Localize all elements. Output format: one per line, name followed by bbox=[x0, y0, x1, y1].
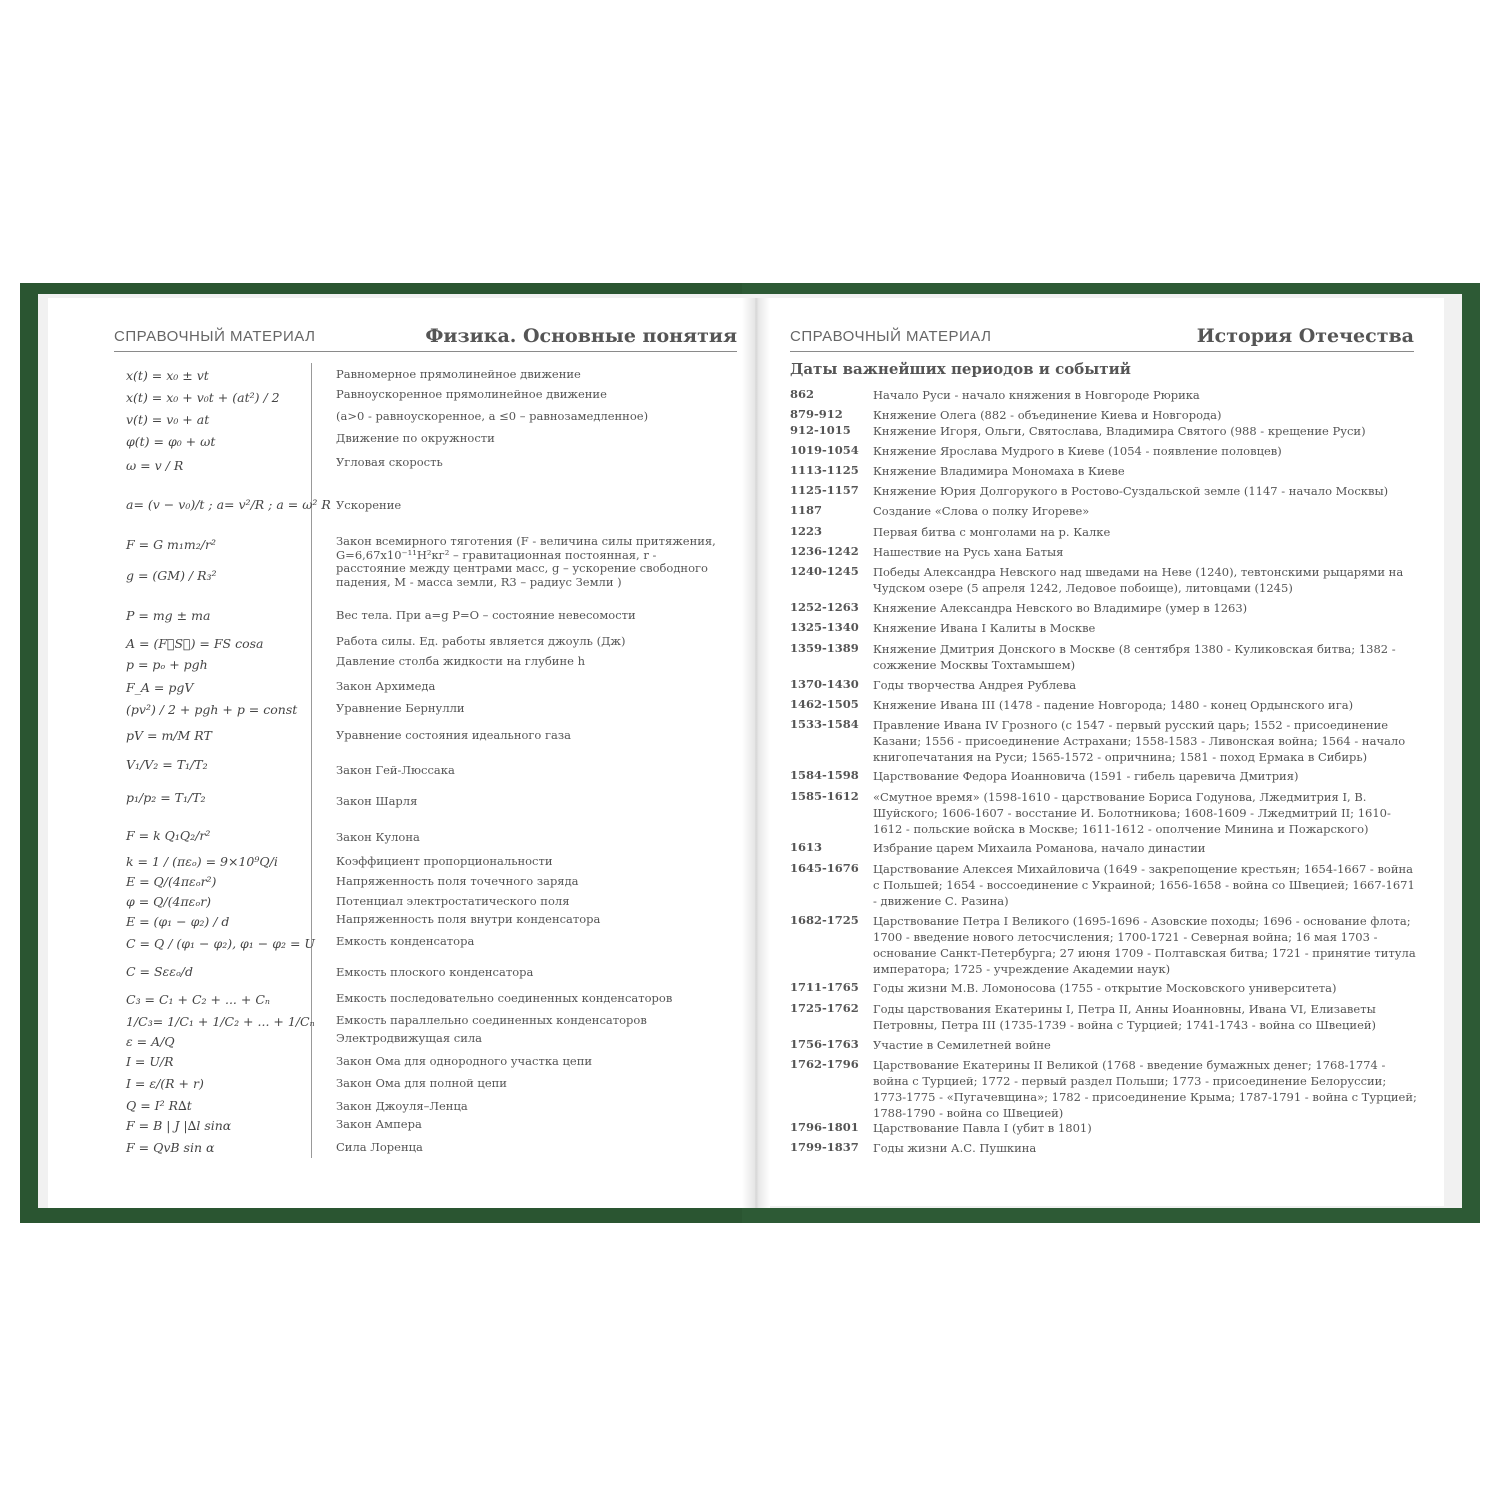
formula-description: Емкость конденсатора bbox=[336, 934, 475, 948]
event-description: Годы творчества Андрея Рублева bbox=[873, 678, 1077, 692]
event-date: 1113-1125 bbox=[790, 463, 859, 477]
event-description: Годы царствования Екатерины I, Петра II, Анны Иоанновны, Ивана VI, Елизаветы Петровны, Петра III (1735-1739 - война с Турцией; 1741-1743 - война со Швецией) bbox=[873, 1002, 1377, 1032]
formula-description: Закон Гей-Люссака bbox=[336, 763, 455, 777]
event-description: Княжение Ивана III (1478 - падение Новгорода; 1480 - конец Ордынского ига) bbox=[873, 698, 1354, 712]
right-page-header bbox=[790, 322, 1414, 352]
formula-description: Сила Лоренца bbox=[336, 1140, 423, 1154]
event-date: 1725-1762 bbox=[790, 1001, 859, 1015]
formula: E = (φ₁ − φ₂) / d bbox=[126, 914, 230, 929]
history-subtitle: Даты важнейших периодов и событий bbox=[790, 360, 1131, 378]
event-description: Правление Ивана IV Грозного (с 1547 - первый русский царь; 1552 - присоединение Казани; 1556 - присоединение Астрахани; 1558-1583 - Ливонская война; 1564 - начало книгопечатания на Руси; 1565-1572 - опричнина; 1581 - поход Ермака в Сибирь) bbox=[873, 718, 1406, 764]
formula: v(t) = v₀ + at bbox=[126, 412, 210, 427]
event-description: Княжение Дмитрия Донского в Москве (8 сентября 1380 - Куликовская битва; 1382 - сожжение Москвы Тохтамышем) bbox=[873, 642, 1396, 672]
event-description: Княжение Ярослава Мудрого в Киеве (1054 - появление половцев) bbox=[873, 444, 1282, 458]
formula-description: Закон всемирного тяготения (F - величина силы притяжения, G=6,67x10⁻¹¹H²кг² – гравитационная постоянная, r - расстояние между центрами масс, g – ускорение свободного падения, M - масса земли, R3 – радиус Земли ) bbox=[336, 534, 716, 589]
event-description: Княжение Юрия Долгорукого в Ростово-Суздальской земле (1147 - начало Москвы) bbox=[873, 484, 1389, 498]
event-description: Княжение Ивана I Калиты в Москве bbox=[873, 621, 1096, 635]
formula-description: Напряженность поля точечного заряда bbox=[336, 874, 579, 888]
event-description: Царствование Екатерины II Великой (1768 - введение бумажных денег; 1768-1774 - война с Турцией; 1772 - первый раздел Польши; 1773 - присоединение Белоруссии; 1773-1775 - «Пугачевщина»; 1782 - присоединение Крыма; 1787-1791 - война с Турцией; 1788-1790 - война со Швецией) bbox=[873, 1058, 1417, 1120]
event-date: 1799-1837 bbox=[790, 1140, 859, 1154]
formula: I = ε/(R + r) bbox=[126, 1076, 204, 1091]
formula-description: Движение по окружности bbox=[336, 431, 495, 445]
event-date: 1223 bbox=[790, 524, 823, 538]
event-description: Годы жизни М.В. Ломоносова (1755 - открытие Московского университета) bbox=[873, 981, 1337, 995]
formula: F = QvB sin α bbox=[126, 1140, 215, 1155]
formula: pV = m/M RT bbox=[126, 728, 212, 743]
formula-description: Закон Ома для однородного участка цепи bbox=[336, 1054, 593, 1068]
formula: x(t) = x₀ ± vt bbox=[126, 368, 209, 383]
formula-description: Емкость последовательно соединенных конденсаторов bbox=[336, 991, 673, 1005]
event-date: 1711-1765 bbox=[790, 980, 859, 994]
event-date: 1370-1430 bbox=[790, 677, 859, 691]
right-page-title: История Отечества bbox=[1196, 325, 1414, 347]
formula: C = Sεεₒ/d bbox=[126, 964, 193, 979]
formula: V₁/V₂ = T₁/T₂ bbox=[126, 757, 208, 772]
event-date: 1756-1763 bbox=[790, 1037, 859, 1051]
event-date: 1584-1598 bbox=[790, 768, 859, 782]
event-date: 1359-1389 bbox=[790, 641, 859, 655]
formula-description: Вес тела. При a=g P=O – состояние невесомости bbox=[336, 608, 636, 622]
formula-description: Емкость плоского конденсатора bbox=[336, 965, 534, 979]
formula-description: Ускорение bbox=[336, 498, 402, 512]
formula-description: Электродвижущая сила bbox=[336, 1031, 483, 1045]
formula: I = U/R bbox=[126, 1054, 174, 1069]
event-date: 1125-1157 bbox=[790, 483, 859, 497]
event-date: 1682-1725 bbox=[790, 913, 859, 927]
event-date: 1796-1801 bbox=[790, 1120, 859, 1134]
formula: P = mg ± ma bbox=[126, 608, 211, 623]
formula-description: (a>0 - равноускоренное, a ≤0 – равнозамедленное) bbox=[336, 409, 649, 423]
formula: φ = Q/(4πεₒr) bbox=[126, 894, 212, 909]
formula-description: Угловая скорость bbox=[336, 455, 443, 469]
event-description: Княжение Владимира Мономаха в Киеве bbox=[873, 464, 1125, 478]
event-description: Царствование Алексея Михайловича (1649 - закрепощение крестьян; 1654-1667 - война с Польшей; 1654 - воссоединение с Украиной; 1656-1658 - война со Швецией; 1667-1671 - движение С. Разина) bbox=[873, 862, 1415, 908]
book-gutter bbox=[742, 298, 770, 1208]
formula: ε = A/Q bbox=[126, 1034, 175, 1049]
event-date: 1236-1242 bbox=[790, 544, 859, 558]
event-description: Княжение Игоря, Ольги, Святослава, Владимира Святого (988 - крещение Руси) bbox=[873, 424, 1366, 438]
event-date: 879-912 bbox=[790, 407, 843, 421]
formula: F = k Q₁Q₂/r² bbox=[126, 828, 211, 843]
formula-description: Равноускоренное прямолинейное движение bbox=[336, 387, 607, 401]
formula-description: Закон Ампера bbox=[336, 1117, 422, 1131]
formula: F_A = pgV bbox=[126, 680, 194, 695]
formula-description: Закон Ома для полной цепи bbox=[336, 1076, 507, 1090]
event-date: 1019-1054 bbox=[790, 443, 859, 457]
event-date: 1240-1245 bbox=[790, 564, 859, 578]
formula-description: Закон Архимеда bbox=[336, 679, 436, 693]
event-date: 1252-1263 bbox=[790, 600, 859, 614]
formula: a= (v − v₀)/t ; a= v²/R ; a = ω² R bbox=[126, 497, 331, 512]
column-divider bbox=[311, 363, 312, 1158]
event-description: Царствование Петра I Великого (1695-1696 - Азовские походы; 1696 - основание флота; 1700 - введение нового летосчисления; 1700-1721 - Северная война; 16 мая 1703 - основание Санкт-Петербурга; 27 июня 1709 - Полтавская битва; 1721 - принятие титула императора; 1725 - учреждение Академии наук) bbox=[873, 914, 1416, 976]
formula: p₁/p₂ = T₁/T₂ bbox=[126, 790, 206, 805]
formula-description: Потенциал электростатического поля bbox=[336, 894, 570, 908]
formula: E = Q/(4πεₒr²) bbox=[126, 874, 217, 889]
left-section-label: СПРАВОЧНЫЙ МАТЕРИАЛ bbox=[114, 328, 316, 345]
formula-description: Закон Шарля bbox=[336, 794, 418, 808]
event-date: 1762-1796 bbox=[790, 1057, 859, 1071]
event-date: 912-1015 bbox=[790, 423, 851, 437]
event-description: Создание «Слова о полку Игореве» bbox=[873, 504, 1090, 518]
formula: A = (F⃗S⃗) = FS cosa bbox=[126, 636, 264, 651]
formula: g = (GM) / R₃² bbox=[126, 568, 217, 583]
event-date: 862 bbox=[790, 387, 815, 401]
formula-description: Закон Кулона bbox=[336, 830, 420, 844]
formula-description: Уравнение состояния идеального газа bbox=[336, 728, 572, 742]
event-description: Царствование Федора Иоанновича (1591 - гибель царевича Дмитрия) bbox=[873, 769, 1299, 783]
event-description: Годы жизни А.С. Пушкина bbox=[873, 1141, 1037, 1155]
event-description: Победы Александра Невского над шведами на Неве (1240), тевтонскими рыцарями на Чудском озере (5 апреля 1242, Ледовое побоище), литовцами (1245) bbox=[873, 565, 1404, 595]
formula: ω = v / R bbox=[126, 458, 184, 473]
formula: C₃ = C₁ + C₂ + ... + Cₙ bbox=[126, 992, 270, 1007]
formula-description: Емкость параллельно соединенных конденсаторов bbox=[336, 1013, 647, 1027]
formula-description: Коэффициент пропорциональности bbox=[336, 854, 553, 868]
event-date: 1462-1505 bbox=[790, 697, 859, 711]
formula: Q = I² R∆t bbox=[126, 1098, 192, 1113]
event-description: «Смутное время» (1598-1610 - царствование Бориса Годунова, Лжедмитрия I, В. Шуйского; 1606-1607 - восстание И. Болотникова; 1608-1609 - Лжедмитрий II; 1610-1612 - польские войска в Москве; 1611-1612 - ополчение Минина и Пожарского) bbox=[873, 790, 1391, 836]
formula: C = Q / (φ₁ − φ₂), φ₁ − φ₂ = U bbox=[126, 936, 315, 951]
event-description: Царствование Павла I (убит в 1801) bbox=[873, 1121, 1092, 1135]
event-description: Избрание царем Михаила Романова, начало династии bbox=[873, 841, 1206, 855]
formula: F = B | J |∆l sinα bbox=[126, 1118, 232, 1133]
event-date: 1187 bbox=[790, 503, 823, 517]
formula: 1/C₃= 1/C₁ + 1/C₂ + ... + 1/Cₙ bbox=[126, 1014, 315, 1029]
event-description: Начало Руси - начало княжения в Новгороде Рюрика bbox=[873, 388, 1200, 402]
event-description: Участие в Семилетней войне bbox=[873, 1038, 1051, 1052]
right-section-label: СПРАВОЧНЫЙ МАТЕРИАЛ bbox=[790, 328, 992, 345]
left-page-header bbox=[114, 322, 737, 352]
event-description: Нашествие на Русь хана Батыя bbox=[873, 545, 1064, 559]
formula: (pv²) / 2 + pgh + p = const bbox=[126, 702, 298, 717]
event-description: Первая битва с монголами на р. Калке bbox=[873, 525, 1111, 539]
event-date: 1645-1676 bbox=[790, 861, 859, 875]
event-date: 1613 bbox=[790, 840, 823, 854]
formula: φ(t) = φ₀ + ωt bbox=[126, 434, 216, 449]
formula: p = pₒ + pgh bbox=[126, 657, 208, 672]
formula-description: Уравнение Бернулли bbox=[336, 701, 465, 715]
formula: F = G m₁m₂/r² bbox=[126, 537, 216, 552]
formula: x(t) = x₀ + v₀t + (at²) / 2 bbox=[126, 390, 280, 405]
event-description: Княжение Александра Невского во Владимире (умер в 1263) bbox=[873, 601, 1248, 615]
left-page-title: Физика. Основные понятия bbox=[425, 325, 737, 347]
formula-description: Давление столба жидкости на глубине h bbox=[336, 654, 586, 668]
formula: k = 1 / (πεₒ) = 9×10⁹Q/i bbox=[126, 854, 278, 869]
formula-description: Закон Джоуля–Ленца bbox=[336, 1099, 468, 1113]
event-date: 1585-1612 bbox=[790, 789, 859, 803]
formula-description: Равномерное прямолинейное движение bbox=[336, 367, 581, 381]
formula-description: Работа силы. Ед. работы является джоуль (Дж) bbox=[336, 634, 626, 648]
event-date: 1325-1340 bbox=[790, 620, 859, 634]
formula-description: Напряженность поля внутри конденсатора bbox=[336, 912, 601, 926]
event-date: 1533-1584 bbox=[790, 717, 859, 731]
event-description: Княжение Олега (882 - объединение Киева и Новгорода) bbox=[873, 408, 1222, 422]
